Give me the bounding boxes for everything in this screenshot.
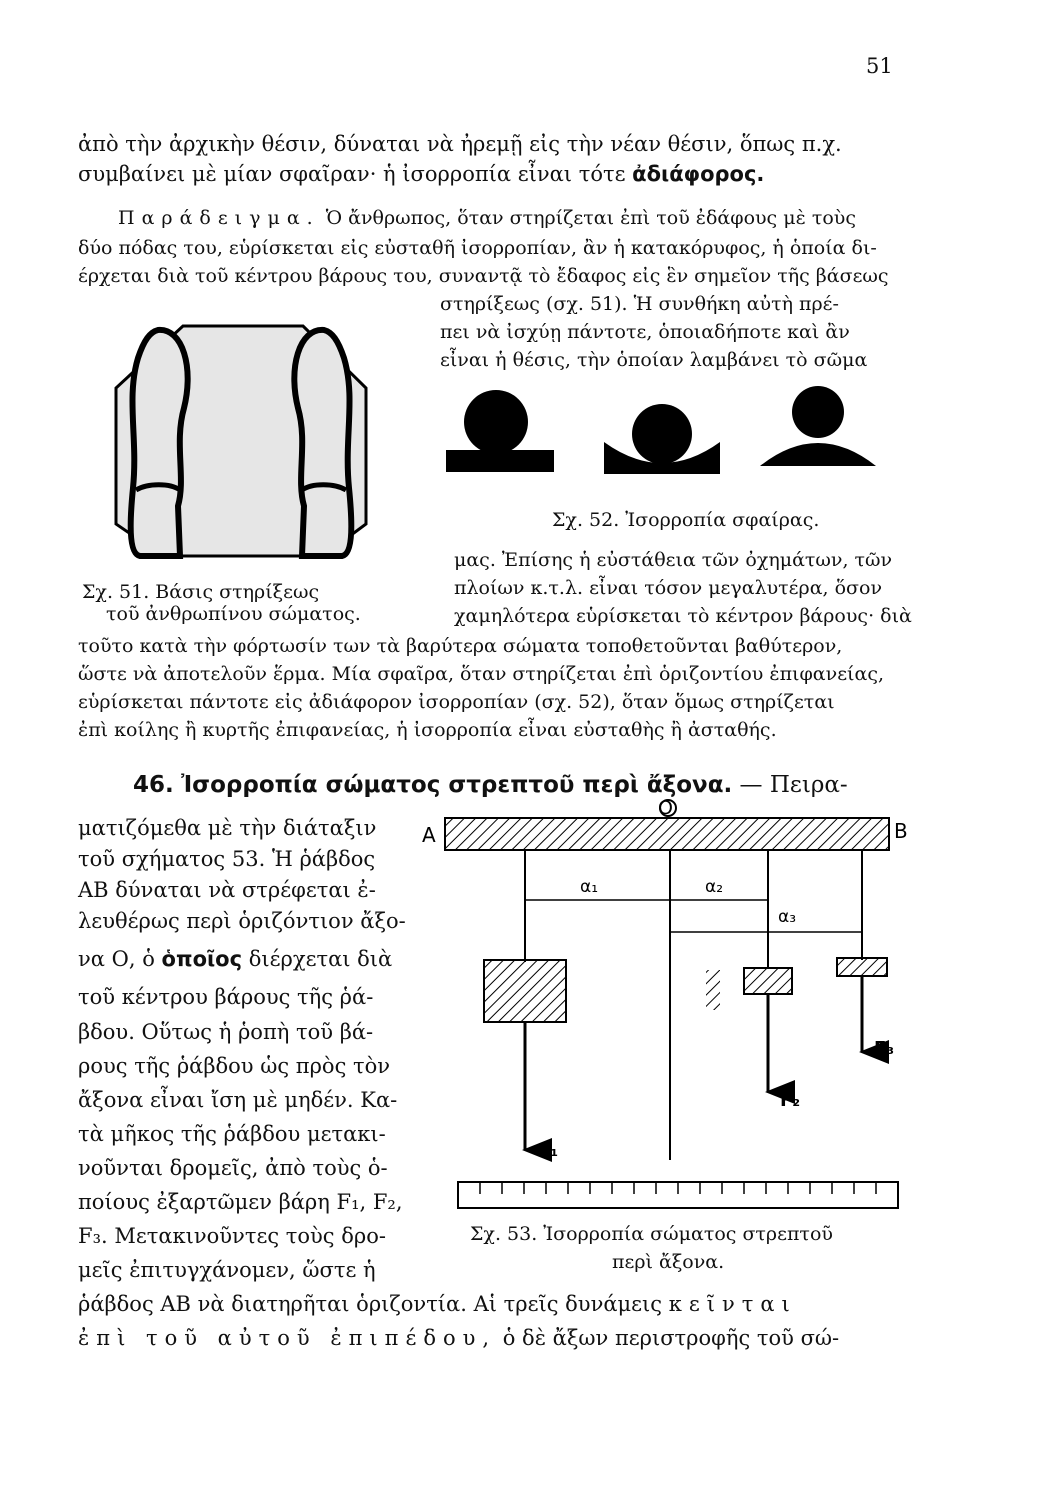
s46-full-line1-spaced: κεῖνται (668, 1292, 797, 1316)
section-46-title: Ἰσορροπία σώματος στρεπτοῦ περὶ ἄξονα. (181, 772, 733, 798)
sphere-concave (632, 404, 692, 464)
example-line1-rest: Ὁ ἄνθρωπος, ὅταν στηρίζεται ἐπὶ τοῦ ἐδάφους μὲ τοὺς (319, 207, 856, 229)
s46-line-4 (78, 945, 392, 973)
fig51-caption-line2: τοῦ ἀνθρωπίνου σώματος. (106, 603, 361, 625)
label-a3: α₃ (778, 907, 797, 927)
sphere-flat (464, 390, 528, 454)
s46-line-13: μεῖς ἐπιτυγχάνομεν, ὥστε ἡ (78, 1258, 376, 1282)
s46-line-11: ποίους ἐξαρτῶμεν βάρη F₁, F₂, (78, 1190, 403, 1214)
weight-3 (837, 958, 887, 976)
section-46-number: 46. (133, 772, 174, 798)
para2-line2: πλοίων κ.τ.λ. εἶναι τόσον μεγαλυτέρα, ὅσον (454, 577, 883, 599)
s46-line-6: βδου. Οὕτως ἡ ῥοπὴ τοῦ βά- (78, 1020, 374, 1044)
para2-line5: ὥστε νὰ ἀποτελοῦν ἕρμα. Μία σφαῖρα, ὅταν στηρίζεται ἐπὶ ὁριζοντίου ἐπιφανείας, (78, 663, 884, 685)
s46-full-line1 (78, 1290, 797, 1318)
label-a1: α₁ (580, 877, 599, 897)
fig51-caption-line1: Σχ. 51. Βάσις στηρίξεως (82, 581, 320, 603)
label-a2: α₂ (705, 877, 724, 897)
para2-line3: χαμηλότερα εὑρίσκεται τὸ κέντρον βάρους· διὰ (454, 605, 912, 627)
figure-53-lever (400, 780, 920, 1220)
sphere-convex (792, 386, 844, 438)
page-number: 51 (866, 54, 893, 78)
s46-bold-word: ὁποῖος (161, 947, 243, 971)
s46-line-1: τοῦ σχήματος 53. Ἡ ῥάβδος (78, 847, 376, 871)
ruler-ticks (458, 1182, 898, 1194)
flat-surface (446, 450, 554, 472)
s46-line-5: τοῦ κέντρου βάρους τῆς ῥά- (78, 985, 374, 1009)
s46-line-10: νοῦνται δρομεῖς, ἀπὸ τοὺς ὁ- (78, 1156, 388, 1180)
s46-line-0: ματιζόμεθα μὲ τὴν διάταξιν (78, 816, 377, 840)
example-line2: δύο πόδας του, εὑρίσκεται εἰς εὐσταθῆ ἰσορροπίαν, ἂν ἡ κατακόρυφος, ἡ ὁποία δι- (78, 237, 877, 259)
rod-ab (445, 818, 889, 850)
weight-2 (744, 968, 792, 994)
example-line6: εἶναι ἡ θέσις, τὴν ὁποίαν λαμβάνει τὸ σῶμα (440, 349, 868, 371)
figure-52-spheres (440, 384, 902, 480)
s46-line-8: ἄξονα εἶναι ἴση μὲ μηδέν. Κα- (78, 1088, 398, 1112)
s46-line-2: ΑΒ δύναται νὰ στρέφεται ἐ- (78, 878, 376, 902)
s46-full-line1-text: ῥάβδος ΑΒ νὰ διατηρῆται ὁριζοντία. Αἱ τρεῖς δυνάμεις (78, 1292, 663, 1316)
s46-line-7: ρους τῆς ῥάβδου ὡς πρὸς τὸν (78, 1054, 391, 1078)
para1-line2 (78, 160, 764, 188)
label-f3: F₃ (874, 1038, 895, 1059)
weight-1 (484, 960, 566, 1022)
right-footprint (294, 330, 351, 556)
example-line1 (118, 204, 856, 232)
label-b: B (894, 819, 908, 843)
figure-51-support-base (108, 318, 374, 564)
para2-line4: τοῦτο κατὰ τὴν φόρτωσίν των τὰ βαρύτερα σώματα τοποθετοῦνται βαθύτερον, (78, 635, 843, 657)
label-f2: F₂ (780, 1090, 801, 1111)
example-line5: πει νὰ ἰσχύῃ πάντοτε, ὁποιαδήποτε καὶ ἂν (440, 321, 850, 343)
fig52-caption: Σχ. 52. Ἰσορροπία σφαίρας. (552, 509, 820, 531)
para2-line6: εὑρίσκεται πάντοτε εἰς ἀδιάφορον ἰσορροπίαν (σχ. 52), ὅταν ὅμως στηρίζεται (78, 691, 835, 713)
label-a: A (422, 823, 436, 847)
fig53-caption-line1: Σχ. 53. Ἰσορροπία σώματος στρεπτοῦ (470, 1223, 833, 1245)
s46-full-line2-spaced: ἐπὶ τοῦ αὐτοῦ ἐπιπέδου, (78, 1326, 497, 1350)
para1-line2-text: συμβαίνει μὲ μίαν σφαῖραν· ἡ ἰσορροπία εἶναι τότε (78, 162, 626, 186)
example-line4: στηρίξεως (σχ. 51). Ἡ συνθήκη αὐτὴ πρέ- (440, 293, 839, 315)
weight-ghost (706, 970, 720, 1010)
label-f1: F₁ (538, 1140, 559, 1161)
para1-bold-word: ἀδιάφορος. (632, 162, 765, 186)
convex-surface (760, 443, 876, 466)
label-o: O (658, 797, 673, 819)
example-line3: έρχεται διὰ τοῦ κέντρου βάρους του, συναντᾷ τὸ ἔδαφος εἰς ἓν σημεῖον τῆς βάσεως (78, 265, 889, 287)
s46-full-line2-rest: ὁ δὲ ἄξων περιστροφῆς τοῦ σώ- (502, 1326, 840, 1350)
example-label: Παράδειγμα. (118, 207, 320, 229)
para2-line7: ἐπὶ κοίλης ἢ κυρτῆς ἐπιφανείας, ἡ ἰσορροπία εἶναι εὐσταθὴς ἢ ἀσταθής. (78, 719, 777, 741)
s46-line-12: F₃. Μετακινοῦντες τοὺς δρο- (78, 1224, 386, 1248)
fig53-caption-line2: περὶ ἄξονα. (612, 1251, 725, 1273)
para1-line1: ἀπὸ τὴν ἀρχικὴν θέσιν, δύναται νὰ ἠρεμῇ εἰς τὴν νέαν θέσιν, ὅπως π.χ. (78, 132, 842, 156)
section-46-dash-rest: — Πειρα- (739, 772, 848, 798)
s46-line-9: τὰ μῆκος τῆς ῥάβδου μετακι- (78, 1122, 386, 1146)
left-footprint (131, 330, 188, 556)
s46-line-4-rest: διέρχεται διὰ (248, 947, 393, 971)
para2-line1: μας. Ἐπίσης ἡ εὐστάθεια τῶν ὀχημάτων, τῶν (454, 549, 893, 571)
s46-full-line2 (78, 1324, 839, 1352)
s46-line-3: λευθέρως περὶ ὁριζόντιον ἄξο- (78, 909, 406, 933)
s46-line-4-start: να Ο, ὁ (78, 947, 155, 971)
